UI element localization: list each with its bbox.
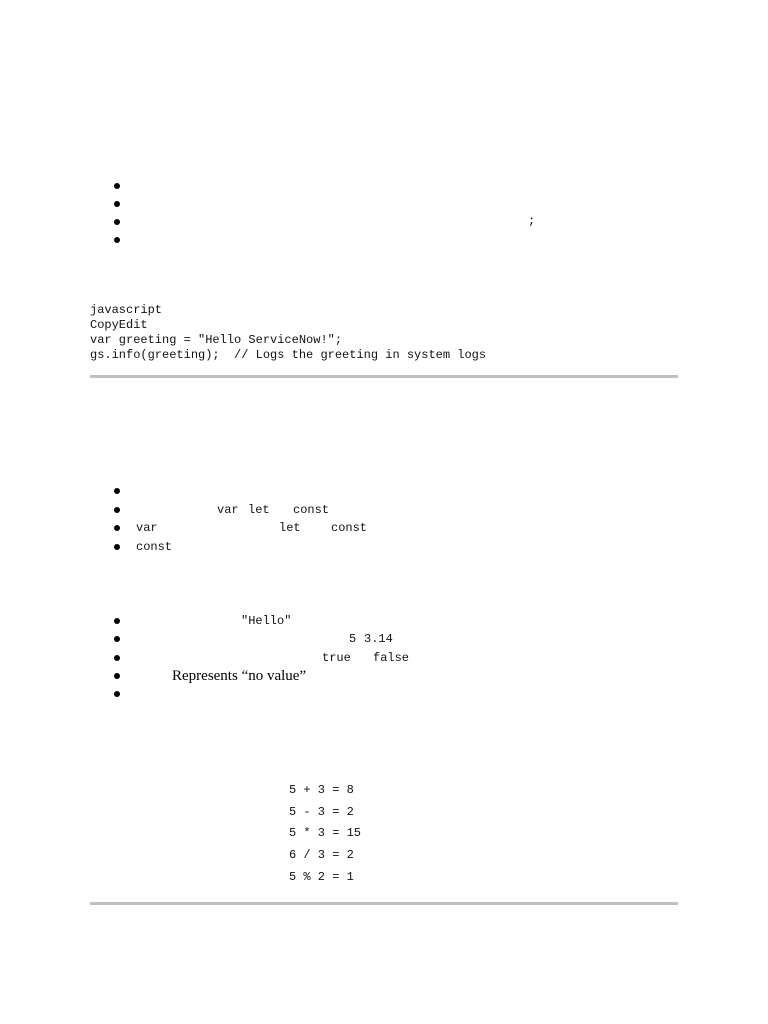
string-example: "Hello" [241, 614, 292, 628]
number-example: 3.14 [364, 632, 393, 646]
list-item-semicolon: ; [528, 214, 536, 228]
operator-modulus: 5 % 2 = 1 [289, 870, 354, 884]
operator-division: 6 / 3 = 2 [289, 848, 354, 862]
list-bullet [114, 488, 120, 494]
copy-edit-label[interactable]: CopyEdit [90, 318, 148, 332]
keyword-const: const [136, 540, 173, 554]
operator-multiplication: 5 * 3 = 15 [289, 826, 362, 840]
list-bullet [114, 219, 120, 225]
number-example: 5 [349, 632, 357, 646]
list-bullet [114, 691, 120, 697]
keyword-const: const [331, 521, 368, 535]
operator-subtraction: 5 - 3 = 2 [289, 805, 354, 819]
code-language-label: javascript [90, 303, 163, 317]
boolean-true: true [322, 651, 351, 665]
operator-addition: 5 + 3 = 8 [289, 783, 354, 797]
list-bullet [114, 673, 120, 679]
keyword-let: let [279, 521, 301, 535]
list-bullet [114, 201, 120, 207]
list-bullet [114, 183, 120, 189]
list-bullet [114, 237, 120, 243]
horizontal-divider [90, 375, 678, 378]
null-description: Represents “no value” [172, 668, 307, 684]
keyword-let: let [248, 503, 270, 517]
keyword-const: const [293, 503, 330, 517]
boolean-false: false [373, 651, 410, 665]
keyword-var: var [217, 503, 239, 517]
keyword-var: var [136, 521, 158, 535]
list-bullet [114, 507, 120, 513]
code-line: gs.info(greeting); // Logs the greeting in system logs [90, 348, 487, 362]
list-bullet [114, 655, 120, 661]
list-bullet [114, 636, 120, 642]
list-bullet [114, 544, 120, 550]
list-bullet [114, 525, 120, 531]
code-line: var greeting = "Hello ServiceNow!"; [90, 333, 343, 347]
horizontal-divider [90, 902, 678, 905]
list-bullet [114, 618, 120, 624]
